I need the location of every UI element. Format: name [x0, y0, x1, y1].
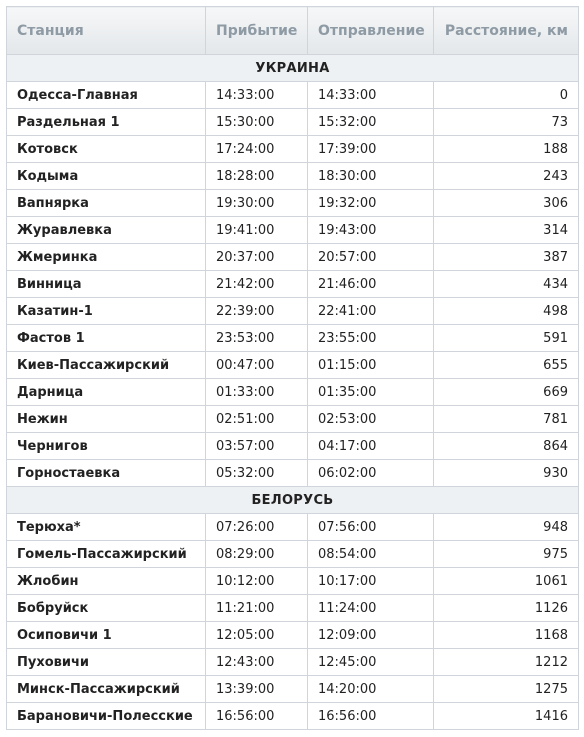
- table-row: [7, 514, 579, 541]
- station-cell: Котовск: [7, 136, 206, 163]
- column-header-arrival[interactable]: Прибытие: [206, 7, 308, 55]
- table-row: [7, 244, 579, 271]
- station-cell: Пуховичи: [7, 649, 206, 676]
- arrival-cell: 19:41:00: [206, 217, 308, 244]
- arrival-cell: 17:24:00: [206, 136, 308, 163]
- arrival-cell: 02:51:00: [206, 406, 308, 433]
- distance-cell: 591: [434, 325, 579, 352]
- distance-cell: 314: [434, 217, 579, 244]
- arrival-cell: 10:12:00: [206, 568, 308, 595]
- table-row: [7, 136, 579, 163]
- table-row: [7, 163, 579, 190]
- distance-cell: 930: [434, 460, 579, 487]
- distance-cell: 669: [434, 379, 579, 406]
- departure-cell: 23:55:00: [308, 325, 434, 352]
- table-row: [7, 379, 579, 406]
- table-row: [7, 190, 579, 217]
- arrival-cell: 18:28:00: [206, 163, 308, 190]
- arrival-cell: 13:39:00: [206, 676, 308, 703]
- departure-cell: 18:30:00: [308, 163, 434, 190]
- arrival-cell: 14:33:00: [206, 82, 308, 109]
- station-cell: Чернигов: [7, 433, 206, 460]
- departure-cell: 11:24:00: [308, 595, 434, 622]
- station-cell: Горностаевка: [7, 460, 206, 487]
- distance-cell: 781: [434, 406, 579, 433]
- distance-cell: 387: [434, 244, 579, 271]
- station-cell: Винница: [7, 271, 206, 298]
- table-row: [7, 541, 579, 568]
- departure-cell: 20:57:00: [308, 244, 434, 271]
- distance-cell: 188: [434, 136, 579, 163]
- schedule-table: [6, 6, 579, 730]
- arrival-cell: 15:30:00: [206, 109, 308, 136]
- station-cell: Бобруйск: [7, 595, 206, 622]
- departure-cell: 06:02:00: [308, 460, 434, 487]
- table-row: [7, 406, 579, 433]
- arrival-cell: 03:57:00: [206, 433, 308, 460]
- station-cell: Нежин: [7, 406, 206, 433]
- departure-cell: 08:54:00: [308, 541, 434, 568]
- departure-cell: 17:39:00: [308, 136, 434, 163]
- departure-cell: 10:17:00: [308, 568, 434, 595]
- station-cell: Вапнярка: [7, 190, 206, 217]
- table-row: [7, 622, 579, 649]
- column-header-departure[interactable]: Отправление: [308, 7, 434, 55]
- distance-cell: 73: [434, 109, 579, 136]
- departure-cell: 07:56:00: [308, 514, 434, 541]
- distance-cell: 1126: [434, 595, 579, 622]
- station-cell: Терюха*: [7, 514, 206, 541]
- table-row: [7, 271, 579, 298]
- arrival-cell: 16:56:00: [206, 703, 308, 730]
- table-row: [7, 433, 579, 460]
- arrival-cell: 21:42:00: [206, 271, 308, 298]
- departure-cell: 14:33:00: [308, 82, 434, 109]
- departure-cell: 01:15:00: [308, 352, 434, 379]
- arrival-cell: 20:37:00: [206, 244, 308, 271]
- station-cell: Гомель-Пассажирский: [7, 541, 206, 568]
- station-cell: Кодыма: [7, 163, 206, 190]
- station-cell: Минск-Пассажирский: [7, 676, 206, 703]
- distance-cell: 498: [434, 298, 579, 325]
- arrival-cell: 07:26:00: [206, 514, 308, 541]
- table-row: [7, 298, 579, 325]
- departure-cell: 19:32:00: [308, 190, 434, 217]
- station-cell: Дарница: [7, 379, 206, 406]
- departure-cell: 01:35:00: [308, 379, 434, 406]
- departure-cell: 12:45:00: [308, 649, 434, 676]
- distance-cell: 948: [434, 514, 579, 541]
- table-row: [7, 649, 579, 676]
- table-row: [7, 460, 579, 487]
- station-cell: Жмеринка: [7, 244, 206, 271]
- departure-cell: 16:56:00: [308, 703, 434, 730]
- arrival-cell: 00:47:00: [206, 352, 308, 379]
- departure-cell: 02:53:00: [308, 406, 434, 433]
- distance-cell: 1416: [434, 703, 579, 730]
- table-row: [7, 595, 579, 622]
- arrival-cell: 22:39:00: [206, 298, 308, 325]
- distance-cell: 1212: [434, 649, 579, 676]
- station-cell: Журавлевка: [7, 217, 206, 244]
- table-row: [7, 109, 579, 136]
- section-title: БЕЛОРУСЬ: [7, 487, 579, 514]
- station-cell: Раздельная 1: [7, 109, 206, 136]
- table-row: [7, 325, 579, 352]
- departure-cell: 22:41:00: [308, 298, 434, 325]
- table-row: [7, 82, 579, 109]
- arrival-cell: 08:29:00: [206, 541, 308, 568]
- departure-cell: 21:46:00: [308, 271, 434, 298]
- arrival-cell: 12:05:00: [206, 622, 308, 649]
- distance-cell: 864: [434, 433, 579, 460]
- distance-cell: 655: [434, 352, 579, 379]
- distance-cell: 306: [434, 190, 579, 217]
- arrival-cell: 23:53:00: [206, 325, 308, 352]
- distance-cell: 1275: [434, 676, 579, 703]
- distance-cell: 243: [434, 163, 579, 190]
- column-header-station[interactable]: Станция: [7, 7, 206, 55]
- distance-cell: 1061: [434, 568, 579, 595]
- section-header-row: [7, 55, 579, 82]
- arrival-cell: 12:43:00: [206, 649, 308, 676]
- table-row: [7, 217, 579, 244]
- departure-cell: 04:17:00: [308, 433, 434, 460]
- station-cell: Осиповичи 1: [7, 622, 206, 649]
- station-cell: Жлобин: [7, 568, 206, 595]
- arrival-cell: 05:32:00: [206, 460, 308, 487]
- section-title: УКРАИНА: [7, 55, 579, 82]
- station-cell: Казатин-1: [7, 298, 206, 325]
- station-cell: Барановичи-Полесские: [7, 703, 206, 730]
- departure-cell: 15:32:00: [308, 109, 434, 136]
- section-header-row: [7, 487, 579, 514]
- arrival-cell: 01:33:00: [206, 379, 308, 406]
- schedule-body: [7, 55, 579, 730]
- distance-cell: 0: [434, 82, 579, 109]
- header-row: [7, 7, 579, 55]
- table-row: [7, 352, 579, 379]
- arrival-cell: 19:30:00: [206, 190, 308, 217]
- station-cell: Одесса-Главная: [7, 82, 206, 109]
- distance-cell: 1168: [434, 622, 579, 649]
- departure-cell: 19:43:00: [308, 217, 434, 244]
- departure-cell: 12:09:00: [308, 622, 434, 649]
- station-cell: Фастов 1: [7, 325, 206, 352]
- station-cell: Киев-Пассажирский: [7, 352, 206, 379]
- distance-cell: 975: [434, 541, 579, 568]
- column-header-distance[interactable]: Расстояние, км: [434, 7, 579, 55]
- departure-cell: 14:20:00: [308, 676, 434, 703]
- table-row: [7, 568, 579, 595]
- arrival-cell: 11:21:00: [206, 595, 308, 622]
- table-row: [7, 676, 579, 703]
- table-row: [7, 703, 579, 730]
- distance-cell: 434: [434, 271, 579, 298]
